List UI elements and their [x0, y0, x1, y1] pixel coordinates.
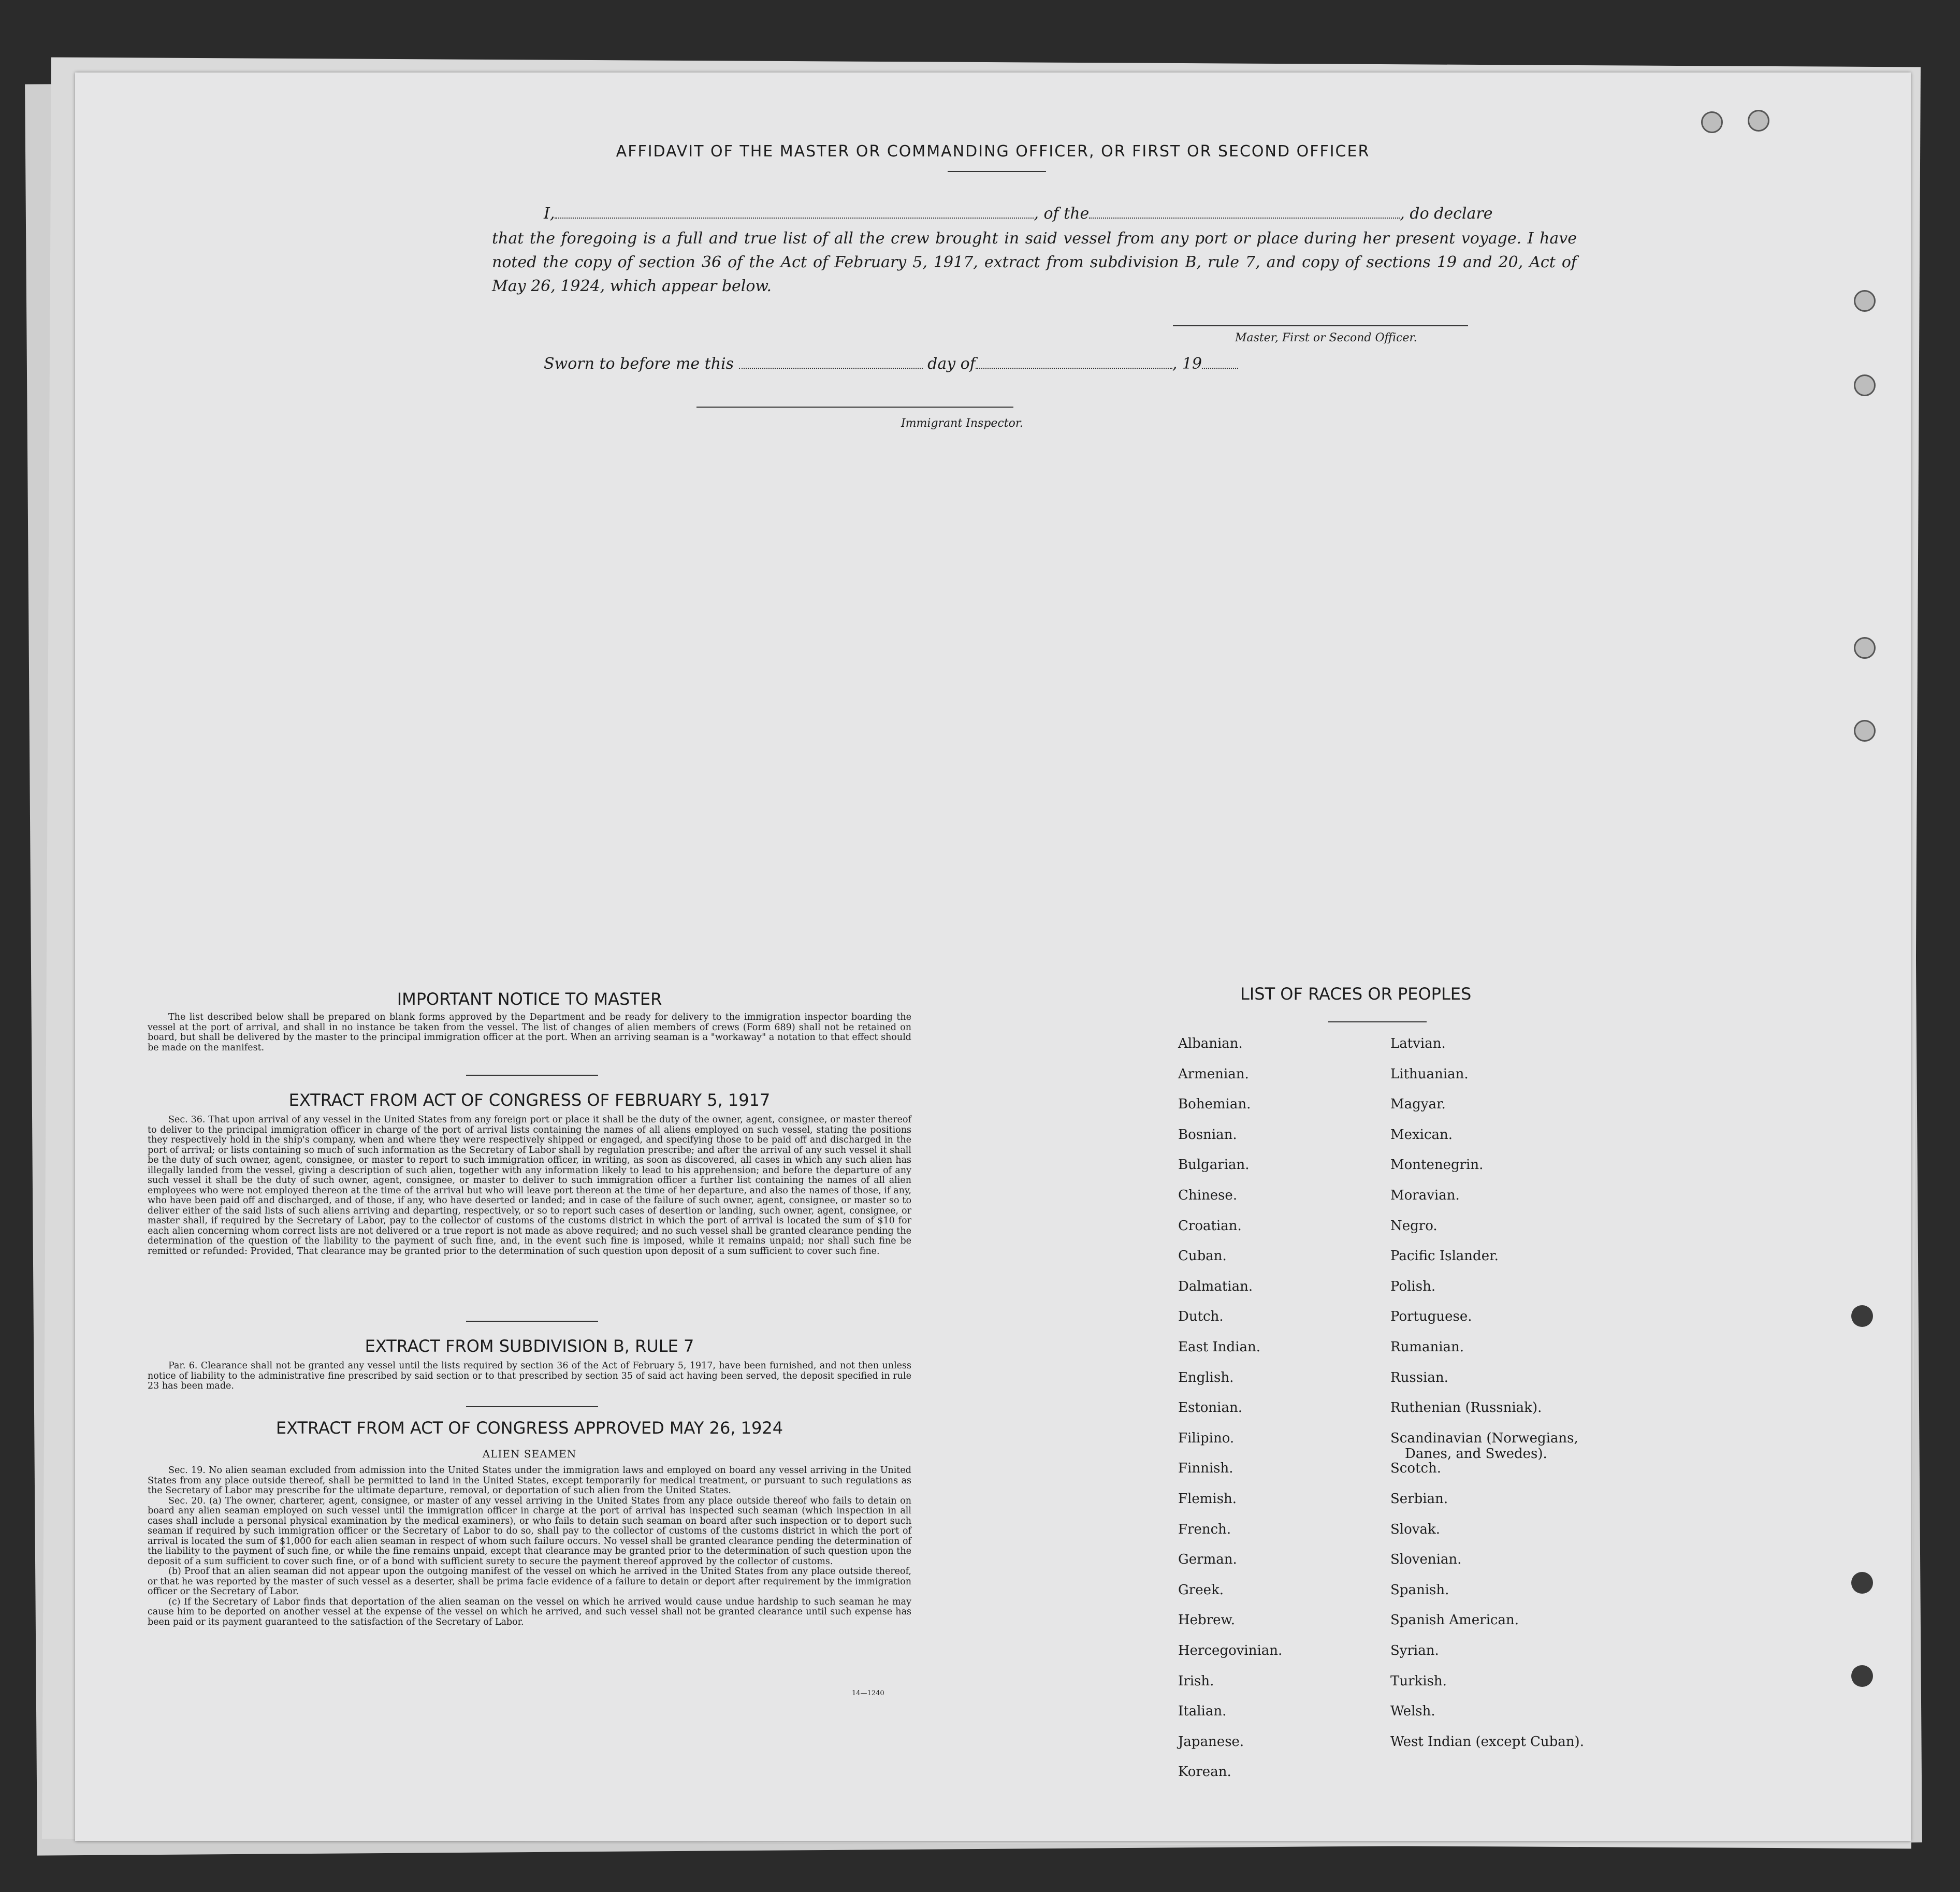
rule7-text: [148, 1361, 911, 1392]
race-item: Portuguese.: [1390, 1309, 1472, 1325]
vessel-blank[interactable]: [1089, 218, 1400, 219]
form-number: 14—1240: [852, 1689, 884, 1697]
race-item: Chinese.: [1178, 1188, 1238, 1203]
race-item: East Indian.: [1178, 1339, 1261, 1355]
race-item: Danes, and Swedes).: [1405, 1446, 1547, 1462]
master-signature-line[interactable]: [1173, 325, 1468, 326]
race-item: Japanese.: [1178, 1734, 1244, 1750]
sec20a-paragraph: Sec. 20. (a) The owner, charterer, agent, consignee, or master of any vessel arriving in the United States from any place outside thereof who fails to detain on board any alien seaman employed on such vessel until the immigration officer in charge at the port of arrival has inspected such seaman (which inspection in all cases shall include a personal physical examination by the medical examiners), or who fails to detain such seaman on board after such inspection or to deport such seaman if required by such immigration officer or the Secretary of Labor to do so, shall pay to the collector of customs of the customs district in which the port of arrival is located the sum of $1,000 for each alien seaman in respect of whom such failure occurs. No vessel shall be granted clearance pending the determination of the liability to the payment of such fine, or while the fine remains unpaid, except that clearance may be granted prior to the determination of such question upon the deposit of a sum sufficient to cover such fine, or of a bond with sufficient surety to secure the payment thereof approved by the collector of customs.: [148, 1495, 911, 1567]
binder-hole: [1851, 1572, 1873, 1594]
races-rule: [1328, 1021, 1427, 1022]
race-item: Hebrew.: [1178, 1612, 1235, 1628]
race-item: Estonian.: [1178, 1400, 1242, 1416]
alien-seamen-subheading: ALIEN SEAMEN: [482, 1448, 577, 1460]
name-blank[interactable]: [555, 218, 1034, 219]
sworn-mid: day of: [927, 355, 976, 373]
race-item: Slovenian.: [1390, 1552, 1462, 1568]
race-item: Turkish.: [1390, 1673, 1447, 1689]
race-item: Ruthenian (Russniak).: [1390, 1400, 1542, 1416]
race-item: Welsh.: [1390, 1703, 1435, 1720]
race-item: Dalmatian.: [1178, 1278, 1253, 1294]
section-rule: [466, 1406, 598, 1407]
section-rule: [466, 1075, 598, 1076]
races-heading: LIST OF RACES OR PEOPLES: [1240, 984, 1472, 1004]
sec36-paragraph: Sec. 36. That upon arrival of any vessel in the United States from any foreign port or place it shall be the duty of the owner, agent, consignee, or master thereof to deliver to the principal immigration officer in charge of the port of arrival lists containing the names of all aliens employed on such vessel, stating the positions they respectively hold in the ship's company, when and where they were respectively shipped or engaged, and specifying those to be paid off and discharged in the port of arrival; or lists containing so much of such information as the Secretary of Labor shall by regulation prescribe; and after the arrival of any such vessel it shall be the duty of such owner, agent, consignee, or master to report to such immigration officer, in writing, as soon as discovered, all cases in which any such alien has illegally landed from the vessel, giving a description of such alien, together with any information likely to lead to his apprehension; and before the departure of any such vessel it shall be the duty of such owner, agent, consignee, or master to deliver to such immigration officer a further list containing the names of all alien employees who were not employed thereon at the time of the arrival but who will leave port thereon at the time of her departure, and also the names of those, if any, who have been paid off and discharged, and of those, if any, who have deserted or landed; and in case of the failure of such owner, agent, consignee, or master so to deliver either of the said lists of such aliens arriving and departing, respectively, or so to report such cases of desertion or landing, such owner, agent, consignee, or master shall, if required by the Secretary of Labor, pay to the collector of customs of the customs district in which the port of arrival is located the sum of $10 for each alien concerning whom correct lists are not delivered or a true report is not made as above required; and no such vessel shall be granted clearance pending the determination of the question of the liability to the payment of such fine, and, in the event such fine is imposed, while it remains unpaid; nor shall such fine be remitted or refunded: Provided, That clearance may be granted prior to the determination of such question upon deposit of a sum sufficient to cover such fine.: [148, 1115, 911, 1256]
race-item: Armenian.: [1178, 1066, 1249, 1082]
race-item: Russian.: [1390, 1369, 1448, 1385]
race-item: Scotch.: [1390, 1461, 1442, 1477]
race-item: Magyar.: [1390, 1096, 1446, 1113]
section-rule: [466, 1321, 598, 1322]
race-item: Filipino.: [1178, 1430, 1235, 1446]
binder-hole: [1854, 720, 1876, 742]
affidavit-heading: AFFIDAVIT OF THE MASTER OR COMMANDING OFFICER, OR FIRST OR SECOND OFFICER: [616, 142, 1370, 161]
master-caption: Master, First or Second Officer.: [1235, 331, 1417, 344]
rule7-heading: EXTRACT FROM SUBDIVISION B, RULE 7: [365, 1336, 694, 1356]
act-1924-text: [148, 1466, 911, 1627]
document-page: [75, 73, 1911, 1841]
year-blank[interactable]: [1202, 368, 1238, 369]
heading-rule: [948, 171, 1046, 172]
binder-hole: [1701, 111, 1723, 133]
race-item: Flemish.: [1178, 1491, 1237, 1507]
race-item: German.: [1178, 1552, 1237, 1568]
line1-mid: , of the: [1034, 205, 1090, 223]
race-item: Scandinavian (Norwegians,: [1390, 1430, 1578, 1446]
race-item: Korean.: [1178, 1764, 1231, 1780]
race-item: Bulgarian.: [1178, 1157, 1250, 1173]
act-1917-text: [148, 1115, 911, 1256]
race-item: Cuban.: [1178, 1248, 1227, 1264]
race-item: Negro.: [1390, 1218, 1438, 1234]
race-item: Irish.: [1178, 1673, 1214, 1689]
race-item: Bosnian.: [1178, 1126, 1237, 1143]
race-item: Finnish.: [1178, 1461, 1233, 1477]
act-1917-heading: EXTRACT FROM ACT OF CONGRESS OF FEBRUARY 5, 1917: [288, 1090, 771, 1110]
notice-paragraph: The list described below shall be prepared on blank forms approved by the Department and be ready for delivery to the immigration inspector boarding the vessel at the port of arrival, and shall in no instance be taken from the vessel. The list of changes of alien members of crews (Form 689) shall not be retained on board, but shall be delivered by the master to the principal immigration officer at the port. When an arriving seaman is a "workaway" a notation to that effect should be made on the manifest.: [148, 1012, 911, 1053]
race-item: Lithuanian.: [1390, 1066, 1469, 1082]
race-item: Rumanian.: [1390, 1339, 1464, 1355]
race-item: Spanish American.: [1390, 1612, 1519, 1628]
race-item: Greek.: [1178, 1582, 1224, 1598]
binder-hole: [1851, 1305, 1873, 1327]
race-item: Mexican.: [1390, 1126, 1453, 1143]
binder-hole: [1854, 637, 1876, 659]
binder-hole: [1854, 290, 1876, 312]
race-item: Dutch.: [1178, 1309, 1224, 1325]
race-item: French.: [1178, 1521, 1231, 1537]
sworn-line: [544, 355, 1238, 373]
race-item: Italian.: [1178, 1703, 1227, 1720]
line1-end: , do declare: [1400, 205, 1493, 223]
race-item: Croatian.: [1178, 1218, 1242, 1234]
race-item: Latvian.: [1390, 1036, 1446, 1051]
sec20b-paragraph: (b) Proof that an alien seaman did not appear upon the outgoing manifest of the vessel on which he arrived in the United States from any place outside thereof, or that he was reported by the master of such vessel as a deserter, shall be prima facie evidence of a failure to detain or deport after requirement by the immigration officer or the Secretary of Labor.: [148, 1566, 911, 1597]
race-item: Pacific Islander.: [1390, 1248, 1499, 1264]
notice-text: [148, 1013, 911, 1053]
race-item: Bohemian.: [1178, 1096, 1251, 1113]
sworn-end: , 19: [1172, 355, 1202, 373]
binder-hole: [1851, 1665, 1873, 1687]
act-1924-heading: EXTRACT FROM ACT OF CONGRESS APPROVED MAY 26, 1924: [275, 1418, 783, 1438]
day-blank[interactable]: [739, 368, 923, 369]
race-item: Spanish.: [1390, 1582, 1449, 1598]
race-item: Albanian.: [1178, 1036, 1243, 1051]
declaration-line: [544, 205, 1577, 223]
month-blank[interactable]: [976, 368, 1172, 369]
sec20c-paragraph: (c) If the Secretary of Labor finds that deportation of the alien seaman on the vessel on which he arrived would cause undue hardship to such seaman he may cause him to be deported on another vessel at the expense of the vessel on which he arrived, and such vessel shall not be granted clearance until such expense has been paid or its payment guaranteed to the satisfaction of the Secretary of Labor.: [148, 1596, 911, 1627]
par6-paragraph: Par. 6. Clearance shall not be granted any vessel until the lists required by section 36 of the Act of February 5, 1917, have been furnished, and not then unless notice of liability to the administrative fine prescribed by said section or to that prescribed by section 35 of said act having been served, the deposit specified in rule 23 has been made.: [148, 1361, 911, 1391]
binder-hole: [1854, 374, 1876, 396]
inspector-signature-line[interactable]: [696, 407, 1013, 408]
sec19-paragraph: Sec. 19. No alien seaman excluded from admission into the United States under the immigration laws and employed on board any vessel arriving in the United States from any place outside thereof, shall be permitted to land in the United States, except temporarily for medical treatment, or pursuant to such regulations as the Secretary of Labor may prescribe for the ultimate departure, removal, or deportation of such alien from the United States.: [148, 1465, 911, 1496]
race-item: West Indian (except Cuban).: [1390, 1734, 1584, 1750]
declaration-body: that the foregoing is a full and true list of all the crew brought in said vessel from any port or place during her present voyage. I have noted the copy of section 36 of the Act of February 5, 1917, extract from subdivision B, rule 7, and copy of sections 19 and 20, Act of May 26, 1924, which appear below.: [492, 229, 1577, 295]
race-item: Serbian.: [1390, 1491, 1448, 1507]
race-item: Moravian.: [1390, 1188, 1460, 1203]
race-item: English.: [1178, 1369, 1234, 1385]
race-item: Polish.: [1390, 1278, 1436, 1294]
notice-heading: IMPORTANT NOTICE TO MASTER: [397, 989, 662, 1009]
race-item: Syrian.: [1390, 1643, 1439, 1658]
inspector-caption: Immigrant Inspector.: [901, 417, 1023, 430]
binder-hole: [1748, 110, 1769, 132]
line1-start: I,: [544, 205, 555, 223]
race-item: Hercegovinian.: [1178, 1643, 1283, 1658]
race-item: Montenegrin.: [1390, 1157, 1484, 1173]
sworn-start: Sworn to before me this: [544, 355, 734, 373]
race-item: Slovak.: [1390, 1521, 1440, 1537]
